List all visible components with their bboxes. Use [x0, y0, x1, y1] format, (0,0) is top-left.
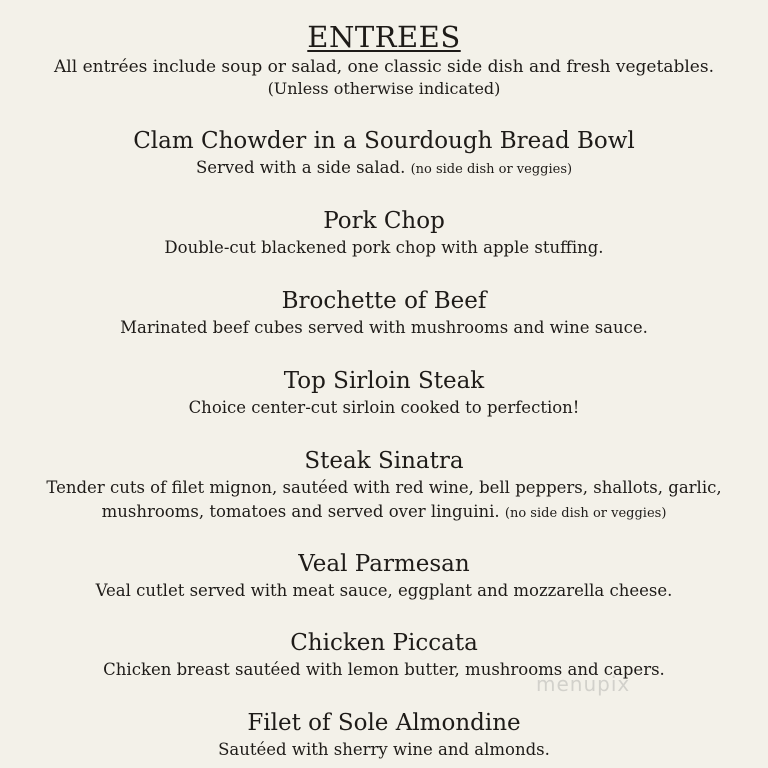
menu-item-description: Veal cutlet served with meat sauce, eggplant and mozzarella cheese.	[95, 581, 673, 600]
menu-item-clam-chowder	[0, 126, 768, 182]
menu-item-description: Served with a side salad. (no side dish or veggies)	[195, 158, 573, 177]
menu-item-name: Clam Chowder in a Sourdough Bread Bowl	[133, 128, 635, 154]
menu-item-brochette-of-beef	[0, 286, 768, 340]
menu-item-pork-chop	[0, 206, 768, 260]
watermark-logo: menupix	[536, 672, 631, 696]
menu-item-top-sirloin-steak	[0, 366, 768, 420]
menu-item-description: Marinated beef cubes served with mushrooms and wine sauce.	[120, 318, 648, 337]
menu-item-chicken-piccata	[0, 628, 768, 682]
menu-item-note: (no side dish or veggies)	[410, 162, 573, 177]
intro-note: (Unless otherwise indicated)	[267, 79, 501, 98]
menu-item-veal-parmesan	[0, 549, 768, 603]
menu-item-name: Filet of Sole Almondine	[247, 710, 521, 736]
menu-item-description: Tender cuts of filet mignon, sautéed with red wine, bell peppers, shallots, garlic,	[46, 478, 722, 497]
menu-item-description: Sautéed with sherry wine and almonds.	[218, 740, 550, 759]
menu-item-description: Choice center-cut sirloin cooked to perfection!	[188, 398, 580, 417]
menu-item-name: Top Sirloin Steak	[283, 368, 485, 394]
menu-item-description: Chicken breast sautéed with lemon butter, mushrooms and capers.	[103, 660, 665, 679]
menu-item-name: Brochette of Beef	[281, 288, 487, 314]
menu-item-name: Steak Sinatra	[304, 448, 464, 474]
menu-item-filet-of-sole	[0, 708, 768, 762]
menu-item-name: Chicken Piccata	[290, 630, 478, 656]
menu-item-name: Pork Chop	[323, 208, 445, 234]
menu-item-name: Veal Parmesan	[298, 551, 470, 577]
intro-text: All entrées include soup or salad, one classic side dish and fresh vegetables.	[54, 57, 714, 77]
menu-item-description: Double-cut blackened pork chop with apple stuffing.	[164, 238, 604, 257]
menu-header	[0, 18, 768, 100]
menu-item-steak-sinatra	[0, 446, 768, 526]
menu-item-note: (no side dish or veggies)	[504, 506, 667, 521]
menu-item-description-line-2: mushrooms, tomatoes and served over linguini. (no side dish or veggies)	[101, 502, 667, 521]
page-title: ENTREES	[307, 20, 461, 54]
